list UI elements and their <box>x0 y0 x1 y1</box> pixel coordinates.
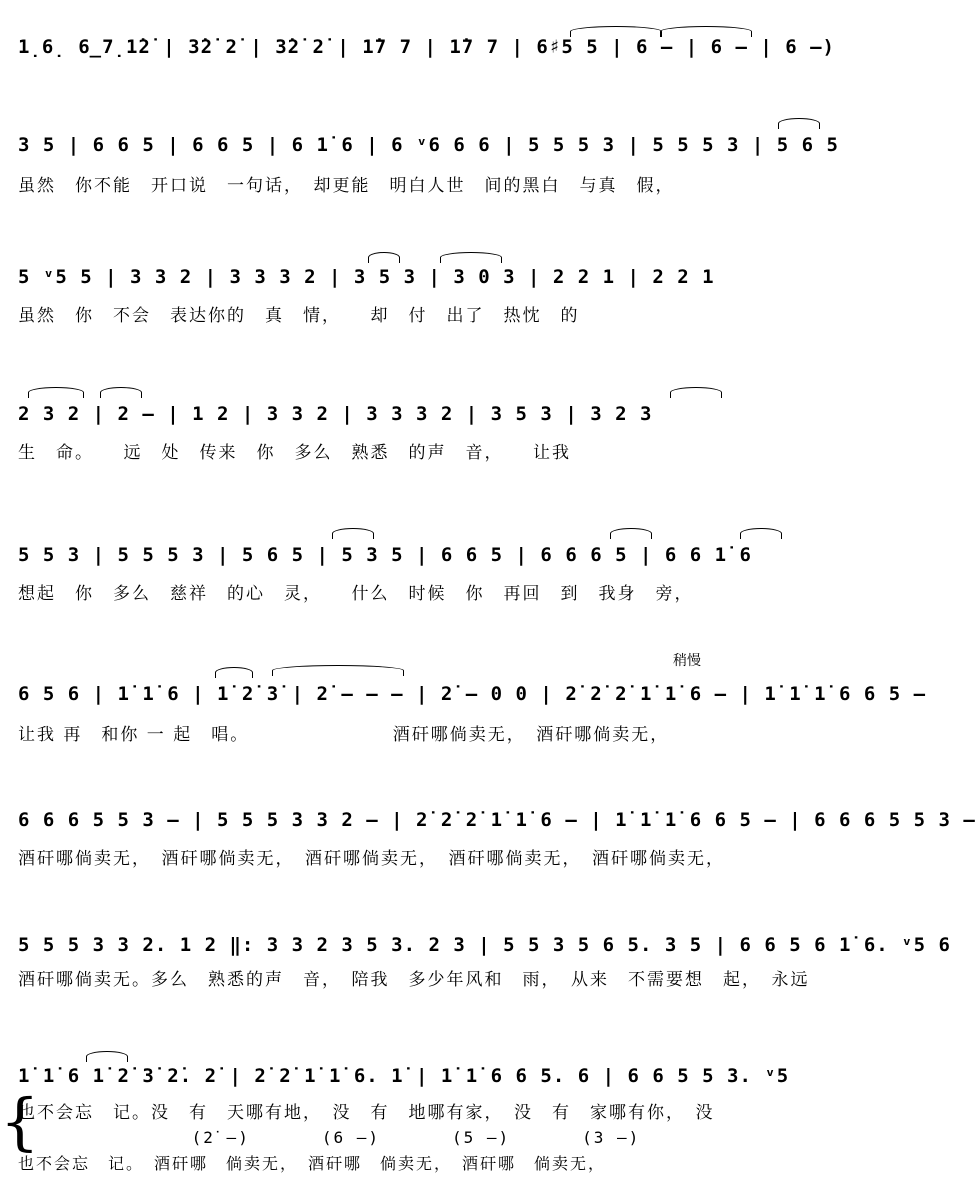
secondary-lyrics-row: 也不会忘 记。 酒矸哪 倘卖无， 酒矸哪 倘卖无， 酒矸哪 倘卖无， <box>18 1153 607 1173</box>
notation-row: 5 5 5 3 3 2. 1 2 ‖: 3 3 2 3 5 3. 2 3 | 5 5 3 5 6 5. 3 5 | 6 6 5 6 1̇ 6. ᵛ5 6 <box>18 934 951 956</box>
slur <box>660 26 752 37</box>
notation-row: 5 5 3 | 5 5 5 3 | 5 6 5 | 5 3 5 | 6 6 5 | 6 6 6 5 | 6 6 1̇ 6 <box>18 544 752 566</box>
slur <box>670 387 722 398</box>
lyrics-row: 虽然 你 不会 表达你的 真 情， 却 付 出了 热忱 的 <box>18 305 580 326</box>
lyrics-row: 也不会忘 记。没 有 天哪有地， 没 有 地哪有家， 没 有 家哪有你， 没 <box>18 1102 715 1123</box>
notation-row: 3 5 | 6 6 5 | 6 6 5 | 6 1̇ 6 | 6 ᵛ6 6 6 | 5 5 5 3 | 5 5 5 3 | 5 6 5 <box>18 134 839 156</box>
slur <box>570 26 662 37</box>
notation-row: 1̣6̣ 6̲7̣1̇2̇ | 3̇2̇ 2̇ | 3̇2̇ 2̇ | 1̇7 7 | 1̇7 7 | 6♯5 5 | 6 – | 6 – | 6 –) <box>18 36 835 58</box>
slur <box>740 528 782 539</box>
slur <box>332 528 374 539</box>
slur <box>28 387 84 398</box>
tempo-mark: 稍慢 <box>673 653 701 669</box>
notation-row: 2 3 2 | 2 – | 1 2 | 3 3 2 | 3 3 3 2 | 3 5 3 | 3 2 3 <box>18 403 653 425</box>
notation-row: 5 ᵛ5 5 | 3 3 2 | 3 3 3 2 | 3 5 3 | 3 0 3 | 2 2 1 | 2 2 1 <box>18 266 715 288</box>
lyrics-row: 想起 你 多么 慈祥 的心 灵， 什么 时候 你 再回 到 我身 旁， <box>18 583 694 604</box>
brace: { <box>0 1085 40 1158</box>
lyrics-row: 酒矸哪倘卖无。多么 熟悉的声 音， 陪我 多少年风和 雨， 从来 不需要想 起， 永远 <box>18 969 810 990</box>
slur <box>778 118 820 129</box>
notation-row: 6 5 6 | 1̇ 1̇ 6 | 1̇ 2̇ 3̇ | 2̇ – – – | 2̇ – 0 0 | 2̇ 2̇ 2̇ 1̇ 1̇ 6 – | 1̇ 1̇ 1̇ 6 6 5 – <box>18 683 927 705</box>
notation-row: 6 6 6 5 5 3 – | 5 5 5 3 3 2 – | 2̇ 2̇ 2̇ 1̇ 1̇ 6 – | 1̇ 1̇ 1̇ 6 6 5 – | 6 6 6 5 5 3 – <box>18 809 976 831</box>
notation-row: 1̇ 1̇ 6 1̇ 2̇ 3̇ 2̇. 2̇ | 2̇ 2̇ 1̇ 1̇ 6. 1̇ | 1̇ 1̇ 6 6 5. 6 | 6 6 5 5 3. ᵛ5 <box>18 1065 790 1087</box>
slur <box>368 252 400 263</box>
slur <box>215 667 253 678</box>
slur <box>86 1051 128 1062</box>
secondary-notation-row: (2̇ –) (6 –) (5 –) (3 –) <box>191 1127 641 1147</box>
slur <box>100 387 142 398</box>
lyrics-row: 酒矸哪倘卖无， 酒矸哪倘卖无， 酒矸哪倘卖无， 酒矸哪倘卖无， 酒矸哪倘卖无， <box>18 848 725 869</box>
lyrics-row: 让我 再 和你 一 起 唱。 酒矸哪倘卖无， 酒矸哪倘卖无， <box>18 724 670 745</box>
lyrics-row: 虽然 你不能 开口说 一句话， 却更能 明白人世 间的黑白 与真 假， <box>18 175 675 196</box>
slur <box>440 252 502 263</box>
slur <box>272 665 404 676</box>
slur <box>610 528 652 539</box>
lyrics-row: 生 命。 远 处 传来 你 多么 熟悉 的声 音， 让我 <box>18 442 571 463</box>
